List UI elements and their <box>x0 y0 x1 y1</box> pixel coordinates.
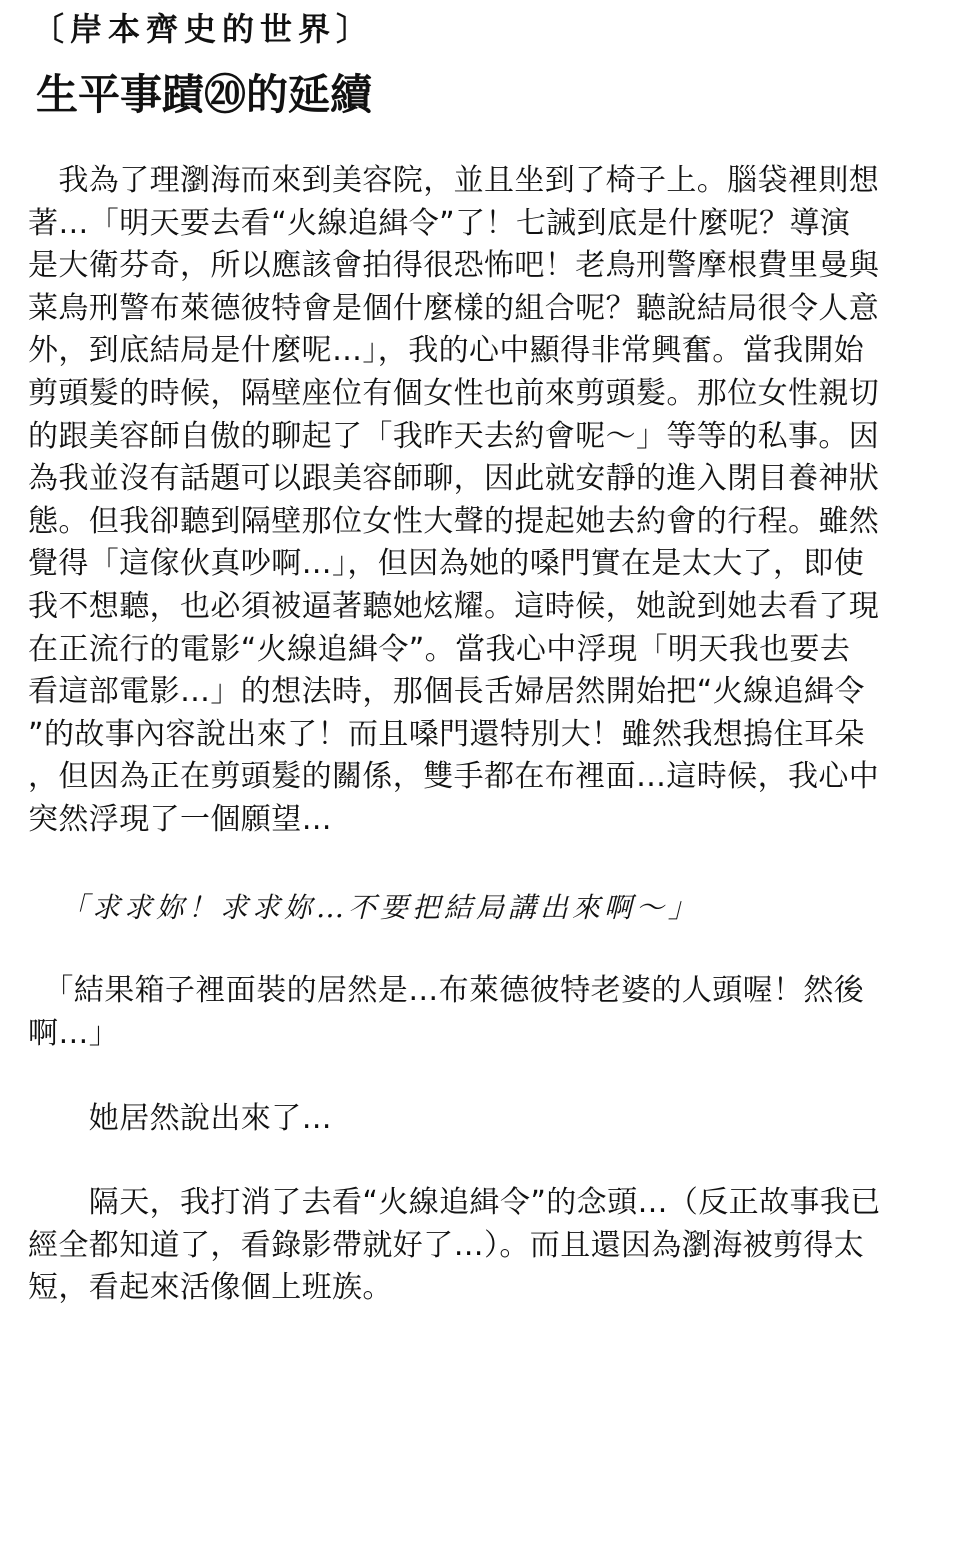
text-line: 隔天，我打消了去看“火線追緝令”的念頭…（反正故事我已 <box>28 1185 881 1220</box>
text-line: 是大衛芬奇，所以應該會拍得很恐怖吧！老鳥刑警摩根費里曼與 <box>28 248 880 284</box>
series-label: 〔岸本齊史的世界〕 <box>32 10 375 48</box>
paragraph-3 <box>28 1098 974 1141</box>
text-line: 為我並沒有話題可以跟美容師聊，因此就安靜的進入閉目養神狀 <box>28 461 880 497</box>
paragraph-2 <box>28 970 974 1055</box>
text-line: 我不想聽，也必須被逼著聽她炫耀。這時候，她說到她去看了現 <box>28 588 880 624</box>
text-line: 突然浮現了一個願望… <box>28 801 332 837</box>
text-line: ”的故事內容說出來了！而且嗓門還特別大！雖然我想摀住耳朵 <box>28 716 865 752</box>
handwritten-quote: 「求求妳！求求妳…不要把結局講出來啊～」 <box>60 891 701 924</box>
text-line: 外，到底結局是什麼呢…」，我的心中顯得非常興奮。當我開始 <box>28 333 865 369</box>
page-title: 生平事蹟⑳的延續 <box>36 70 373 119</box>
text-line: 的跟美容師自傲的聊起了「我昨天去約會呢～」等等的私事。因 <box>28 418 880 454</box>
text-line: 看這部電影…」的想法時，那個長舌婦居然開始把“火線追緝令 <box>28 674 865 710</box>
text-line: 經全都知道了，看錄影帶就好了…）。而且還因為瀏海被剪得太 <box>28 1227 865 1263</box>
text-line: 「結果箱子裡面裝的居然是…布萊德彼特老婆的人頭喔！然後 <box>28 973 865 1008</box>
text-line: 她居然說出來了… <box>28 1101 332 1136</box>
text-line: 態。但我卻聽到隔壁那位女性大聲的提起她去約會的行程。雖然 <box>28 503 880 539</box>
text-line: 菜鳥刑警布萊德彼特會是個什麼樣的組合呢？聽說結局很令人意 <box>28 290 880 326</box>
text-line: 啊…」 <box>28 1015 120 1051</box>
text-line: 在正流行的電影“火線追緝令”。當我心中浮現「明天我也要去 <box>28 631 851 667</box>
text-line: 剪頭髮的時候，隔壁座位有個女性也前來剪頭髮。那位女性親切 <box>28 375 880 411</box>
text-line: ，但因為正在剪頭髮的關係，雙手都在布裡面…這時候，我心中 <box>28 759 880 795</box>
text-line: 我為了理瀏海而來到美容院，並且坐到了椅子上。腦袋裡則想 <box>28 163 880 198</box>
text-line: 覺得「這傢伙真吵啊…」，但因為她的嗓門實在是太大了，即使 <box>28 546 865 582</box>
text-line: 著…「明天要去看“火線追緝令”了！七誡到底是什麼呢？導演 <box>28 205 851 241</box>
paragraph-1 <box>28 160 974 842</box>
text-line: 短，看起來活像個上班族。 <box>28 1270 393 1306</box>
paragraph-4 <box>28 1182 974 1310</box>
